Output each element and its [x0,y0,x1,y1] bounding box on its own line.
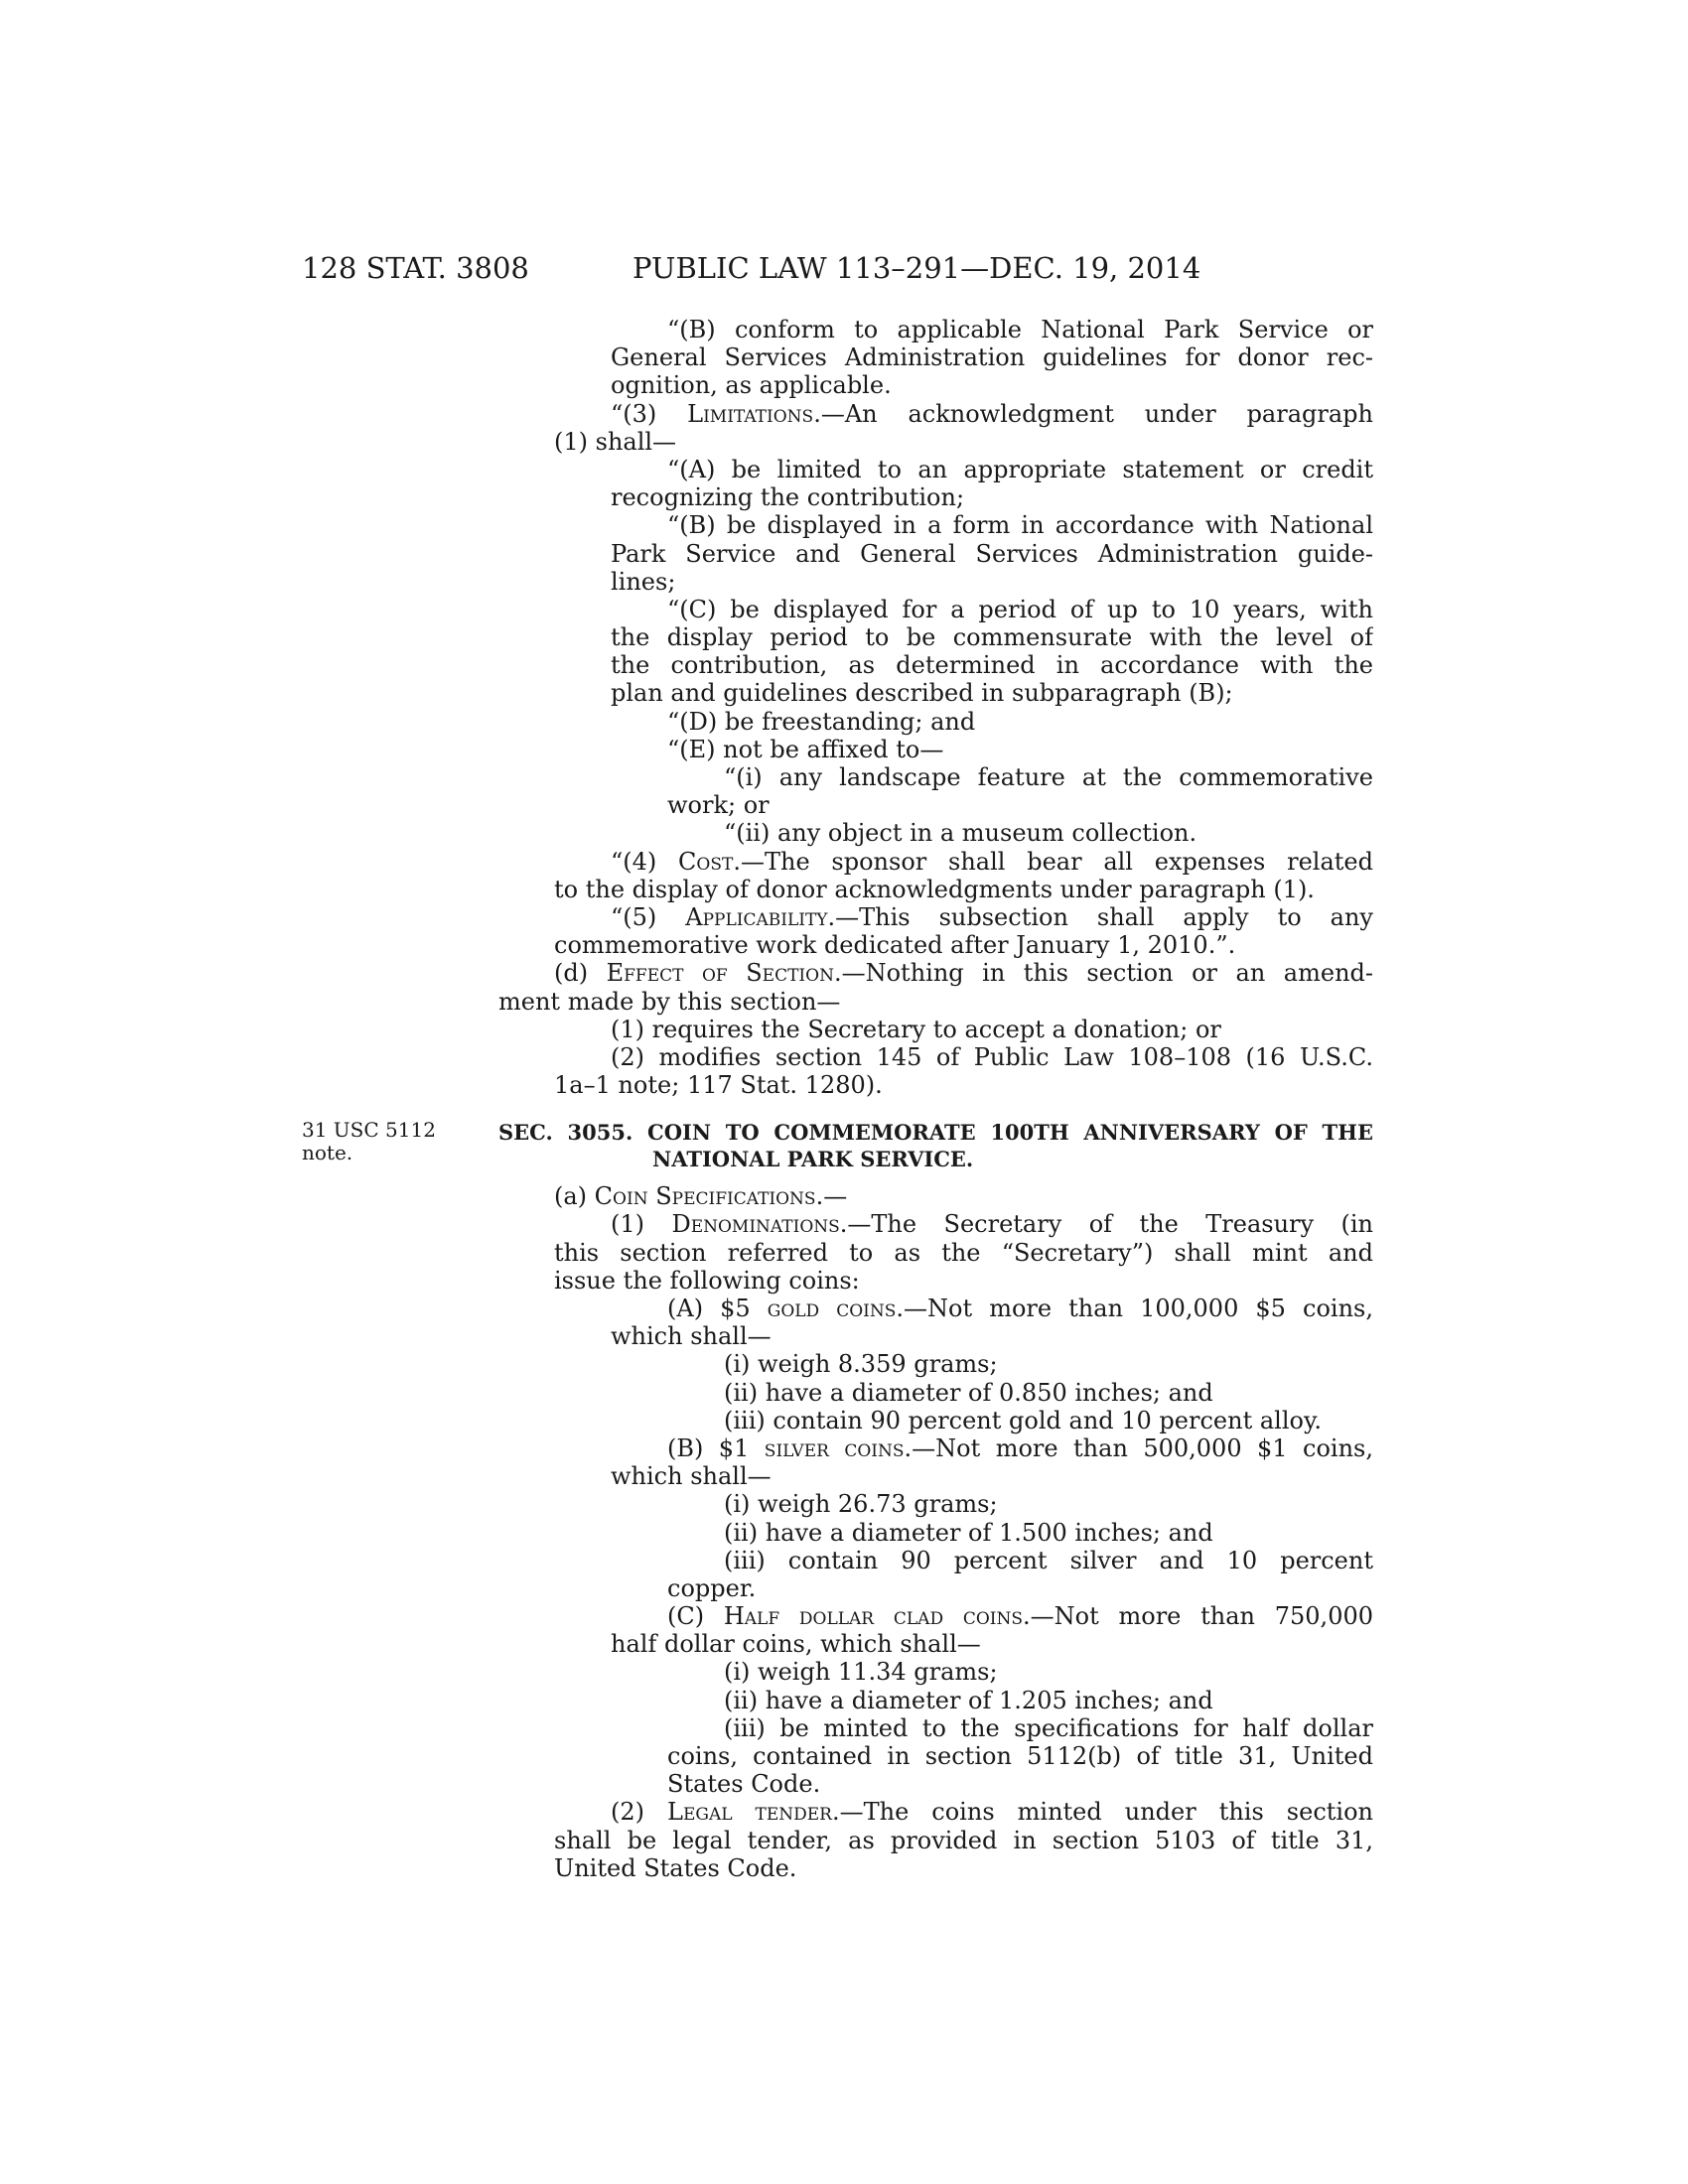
text-line-content [554,1267,860,1295]
text-segment: (d) [554,959,607,988]
text-line-content [667,1295,1373,1322]
text-line [0,1574,1688,1602]
text-line [0,1827,1688,1854]
running-head-law-title: PUBLIC LAW 113–291—DEC. 19, 2014 [633,251,1201,285]
text-line [0,708,1688,736]
text-line-content [667,456,1373,483]
text-line-content [667,596,1373,623]
text-segment: (1) [611,1210,672,1239]
text-segment: (1) shall— [554,427,677,456]
text-line-content [611,371,892,399]
text-line-content [724,1407,1322,1434]
text-line-content [611,568,675,596]
text-segment: which shall— [611,1462,772,1491]
text-segment: (iii) contain 90 percent silver and 10 percent [724,1546,1373,1574]
text-line [0,1658,1688,1686]
text-line-content [724,763,1373,791]
text-line [0,1210,1688,1238]
coin-specifications-text [0,1182,1688,1882]
text-line-content [611,1322,772,1350]
text-line-content [611,679,1233,707]
text-line-content [611,1043,1373,1071]
small-caps-heading: gold coins [767,1295,897,1322]
text-line-content [611,1630,981,1658]
text-line-content [724,1350,998,1378]
text-segment: (ii) have a diameter of 1.500 inches; and [724,1518,1213,1547]
text-line-content [554,876,1315,903]
text-line [0,343,1688,371]
text-segment: “(4) [611,847,679,876]
text-line [0,1239,1688,1267]
text-line [0,736,1688,763]
text-line-content [611,1016,1221,1043]
text-line-content [611,848,1373,876]
section-heading-line-2: NATIONAL PARK SERVICE. [652,1147,974,1172]
small-caps-heading: Cost [678,847,734,876]
text-line-content [667,511,1373,539]
text-segment: ognition, as applicable. [611,371,892,400]
margin-citation-line-2: note. [302,1141,353,1165]
text-segment: recognizing the contribution; [611,483,965,512]
text-line-content [724,1687,1213,1714]
text-segment: “(E) not be affixed to— [667,735,944,763]
text-segment: (i) weigh 26.73 grams; [724,1490,998,1519]
text-segment: (ii) have a diameter of 1.205 inches; and [724,1686,1213,1714]
text-line [0,511,1688,539]
text-segment: “(A) be limited to an appropriate statement or credit [667,455,1373,483]
text-line-content [554,931,1235,959]
text-line [0,679,1688,707]
text-line [0,1182,1688,1210]
text-line-content [611,540,1373,568]
text-segment: (i) weigh 11.34 grams; [724,1658,998,1687]
text-segment: .—An acknowledgment under paragraph [813,399,1373,428]
margin-citation-line-1: 31 USC 5112 [302,1118,436,1143]
section-heading-line-1: SEC. 3055. COIN TO COMMEMORATE 100TH ANNIVERSARY OF THE [498,1120,1373,1146]
text-segment: (i) weigh 8.359 grams; [724,1350,998,1379]
text-line-content [724,1714,1373,1742]
text-line [0,568,1688,596]
margin-citation [302,1119,436,1164]
text-line [0,1798,1688,1826]
small-caps-heading: Denominations [671,1210,840,1239]
text-line [0,1854,1688,1882]
text-line-content [498,988,840,1016]
text-segment: “(D) be freestanding; and [667,707,976,736]
text-line [0,1462,1688,1490]
text-segment: “(B) be displayed in a form in accordance with National [667,511,1373,540]
text-segment: which shall— [611,1322,772,1351]
text-segment: (2) [611,1798,668,1827]
small-caps-heading: Effect of Section [606,959,834,988]
section-heading [498,1119,1373,1172]
text-line [0,763,1688,791]
text-segment: Park Service and General Services Administration guide- [611,539,1373,568]
text-segment: work; or [667,791,770,820]
text-segment: United States Code. [554,1853,797,1882]
text-line [0,1434,1688,1462]
small-caps-heading: Coin Specifications [594,1182,816,1211]
text-segment: 1a–1 note; 117 Stat. 1280). [554,1071,883,1100]
text-segment: to the display of donor acknowledgments under paragraph (1). [554,875,1315,903]
text-line [0,1687,1688,1714]
text-line [0,848,1688,876]
text-segment: “(3) [611,399,688,428]
text-segment: .—This subsection shall apply to any [827,902,1373,931]
text-line [0,1714,1688,1742]
text-line [0,1071,1688,1099]
text-line [0,791,1688,819]
text-segment: copper. [667,1573,757,1602]
text-segment: (2) modifies section 145 of Public Law 108–108 (16 U.S.C. [611,1042,1373,1071]
text-segment: issue the following coins: [554,1266,860,1295]
text-line-content [667,791,770,819]
text-segment: coins, contained in section 5112(b) of title 31, United [667,1742,1373,1770]
document-body [0,316,1688,1882]
text-line-content [611,483,964,511]
text-line [0,1547,1688,1574]
text-line-content [667,1742,1373,1770]
text-line [0,1379,1688,1407]
text-line-content [667,1574,756,1602]
text-line-content [667,1770,820,1798]
text-line-content [667,316,1373,343]
text-line-content [611,400,1373,428]
text-segment: (C) [667,1602,724,1631]
text-segment: half dollar coins, which shall— [611,1630,981,1659]
text-line [0,1770,1688,1798]
text-line [0,1043,1688,1071]
text-line-content [724,1658,998,1686]
text-line [0,371,1688,399]
small-caps-heading: Applicability [685,902,828,931]
small-caps-heading: silver coins [764,1433,905,1462]
text-segment: (a) [554,1182,595,1211]
text-segment: ment made by this section— [498,987,841,1016]
text-segment: .—Not more than 100,000 $5 coins, [896,1295,1373,1322]
donor-acknowledgment-text [0,316,1688,1099]
text-line [0,1350,1688,1378]
text-segment: (A) $5 [667,1295,768,1322]
text-line-content [724,1490,998,1518]
text-line-content [611,1798,1373,1826]
section-spacer [0,1099,1688,1113]
text-segment: .—The Secretary of the Treasury (in [839,1210,1373,1239]
text-segment: “(5) [611,902,686,931]
text-line-content [724,1379,1213,1407]
text-segment: (B) $1 [667,1433,765,1462]
text-line-content [611,623,1373,651]
text-line [0,1295,1688,1322]
text-line [0,988,1688,1016]
text-segment: plan and guidelines described in subparagraph (B); [611,679,1233,708]
text-line-content [554,1182,847,1210]
text-segment: “(i) any landscape feature at the commemorative [724,763,1373,791]
text-line-content [667,736,943,763]
text-line-content [611,651,1373,679]
text-line [0,1630,1688,1658]
text-line-content [554,1854,796,1882]
text-line [0,483,1688,511]
text-segment: .—Not more than 750,000 [1023,1602,1373,1631]
text-line [0,931,1688,959]
text-line-content [611,903,1373,931]
text-line [0,876,1688,903]
text-line [0,540,1688,568]
text-line-content [554,1071,883,1099]
text-segment: States Code. [667,1770,821,1799]
text-line [0,316,1688,343]
text-segment: General Services Administration guidelines for donor rec- [611,343,1373,372]
text-segment: “(B) conform to applicable National Park Service or [667,316,1373,343]
text-segment: “(C) be displayed for a period of up to 10 years, with [667,595,1373,623]
text-line-content [667,1434,1373,1462]
text-line-content [667,708,975,736]
text-line-content [724,1547,1373,1574]
small-caps-heading: Limitations [687,399,814,428]
small-caps-heading: Half dollar clad coins [723,1602,1024,1631]
section-3055-header [0,1119,1688,1182]
text-line [0,1602,1688,1630]
small-caps-heading: Legal tender [667,1798,832,1827]
page-header [0,248,1688,288]
text-line-content [667,1602,1373,1630]
text-line [0,400,1688,428]
text-line-content [554,1827,1373,1854]
text-line [0,651,1688,679]
text-line [0,596,1688,623]
text-line-content [611,1462,772,1490]
text-segment: shall be legal tender, as provided in section 5103 of title 31, [554,1826,1373,1854]
text-line [0,456,1688,483]
text-line [0,1519,1688,1547]
text-segment: “(ii) any object in a museum collection. [724,819,1197,848]
text-segment: commemorative work dedicated after January 1, 2010.”. [554,931,1236,960]
text-line-content [724,1519,1213,1547]
text-line-content [554,959,1373,987]
text-line-content [554,428,676,456]
text-segment: this section referred to as the “Secretary”) shall mint and [554,1238,1373,1267]
text-segment: .—Nothing in this section or an amend- [833,959,1373,988]
text-segment: (1) requires the Secretary to accept a donation; or [611,1015,1221,1043]
stat-page-number: 128 STAT. 3808 [302,251,529,285]
text-line [0,428,1688,456]
text-line-content [611,1210,1373,1238]
text-segment: .—The coins minted under this section [831,1798,1373,1827]
text-segment: (iii) be minted to the specifications for half dollar [724,1713,1373,1742]
text-line [0,623,1688,651]
text-line [0,1016,1688,1043]
text-segment: the contribution, as determined in accordance with the [611,651,1373,680]
text-line [0,1267,1688,1295]
text-segment: (ii) have a diameter of 0.850 inches; and [724,1378,1213,1407]
text-line-content [611,343,1373,371]
text-line-content [724,819,1196,847]
text-line [0,903,1688,931]
text-segment: .— [815,1182,848,1211]
text-segment: lines; [611,567,676,596]
text-line [0,1490,1688,1518]
text-line [0,819,1688,847]
text-line [0,1322,1688,1350]
text-segment: (iii) contain 90 percent gold and 10 percent alloy. [724,1406,1322,1434]
text-line-content [554,1239,1373,1267]
text-segment: .—The sponsor shall bear all expenses related [733,847,1373,876]
text-line [0,959,1688,987]
text-segment: the display period to be commensurate with the level of [611,623,1373,652]
text-line [0,1742,1688,1770]
text-line [0,1407,1688,1434]
text-segment: .—Not more than 500,000 $1 coins, [904,1433,1373,1462]
